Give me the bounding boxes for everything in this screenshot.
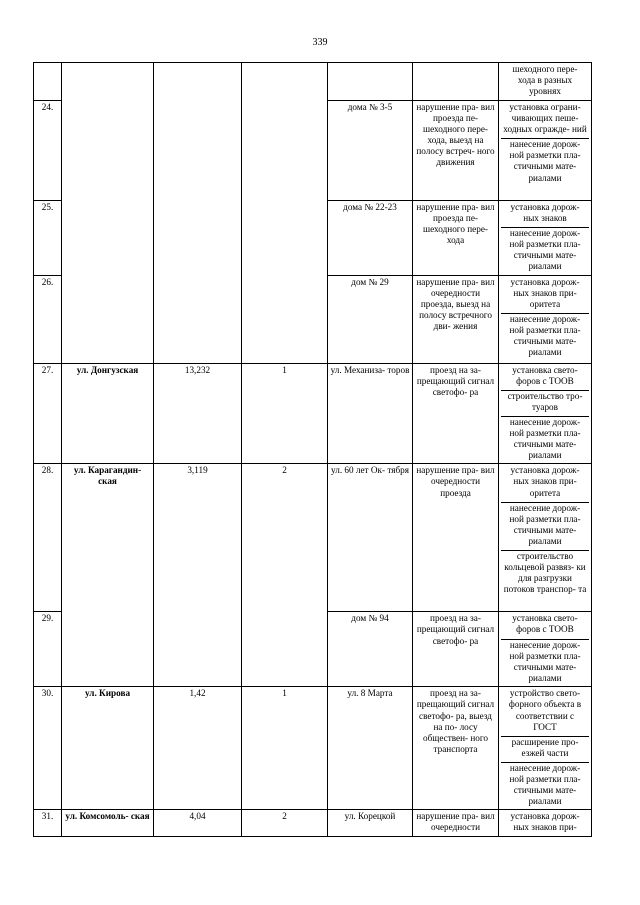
street-cell: ул. Донгузская <box>62 363 154 464</box>
violation-cell: нарушение пра- вил проезда пе- шеходного пере- хода <box>413 201 499 276</box>
measure-item: нанесение дорож- ной разметки пла- стичными мате- риалами <box>509 313 581 358</box>
measure-item: расширение про- езжей части <box>501 737 589 763</box>
location-cell <box>328 63 413 101</box>
street-cell <box>62 63 154 364</box>
location-cell: ул. 8 Марта <box>328 687 413 810</box>
length-cell: 13,232 <box>154 363 242 464</box>
table-row <box>34 63 592 101</box>
measure-item: установка ограни- чивающих пеше- ходных огражде- ний <box>501 102 589 139</box>
length-cell: 3,119 <box>154 464 242 687</box>
measure-item: нанесение дорож- ной разметки пла- стичными мате- риалами <box>501 503 589 551</box>
measure-item: шеходного пере- хода в разных уровнях <box>512 64 578 97</box>
count-cell: 1 <box>242 363 328 464</box>
measure-item: установка свето- форов с ТООВ <box>501 365 589 391</box>
measures-cell <box>499 201 592 276</box>
count-cell: 1 <box>242 687 328 810</box>
location-cell: дома № 22-23 <box>328 201 413 276</box>
measure-item: строительство кольцевой развяз- ки для разгрузки потоков транспор- та <box>503 550 587 595</box>
measures-cell <box>499 687 592 810</box>
violation-cell: нарушение пра- вил очередности <box>413 810 499 837</box>
measure-item: нанесение дорож- ной разметки пла- стичными мате- риалами <box>509 416 581 461</box>
street-cell: ул. Кирова <box>62 687 154 810</box>
row-number: 24. <box>34 101 62 201</box>
location-cell: дом № 94 <box>328 612 413 687</box>
row-number: 25. <box>34 201 62 276</box>
row-number: 30. <box>34 687 62 810</box>
page-number: 339 <box>312 37 328 48</box>
row-number: 31. <box>34 810 62 837</box>
measure-item: нанесение дорож- ной разметки пла- стичными мате- риалами <box>509 139 581 183</box>
measures-cell <box>499 63 592 101</box>
measure-item: установка дорож- ных знаков при- оритета <box>501 465 589 502</box>
measure-item: установка дорож- ных знаков при- <box>510 811 580 833</box>
length-cell: 4,04 <box>154 810 242 837</box>
measures-cell <box>499 612 592 687</box>
row-number <box>34 63 62 101</box>
measures-cell <box>499 810 592 837</box>
violation-cell: нарушение пра- вил очередности проезда <box>413 464 499 612</box>
measure-item: установка свето- форов с ТООВ <box>501 613 589 639</box>
count-cell <box>242 63 328 364</box>
location-cell: дом № 29 <box>328 275 413 363</box>
measures-cell <box>499 101 592 201</box>
measure-item: устройство свето- форного объекта в соответствии с ГОСТ <box>501 688 589 736</box>
location-cell: ул. Корецкой <box>328 810 413 837</box>
table-row <box>34 687 592 810</box>
road-safety-table <box>33 62 592 837</box>
row-number: 29. <box>34 612 62 687</box>
measure-item: нанесение дорож- ной разметки пла- стичными мате- риалами <box>509 762 581 807</box>
row-number: 27. <box>34 363 62 464</box>
measure-item: установка дорож- ных знаков при- оритета <box>501 277 589 314</box>
measures-cell <box>499 464 592 612</box>
measure-item: нанесение дорож- ной разметки пла- стичными мате- риалами <box>509 228 581 272</box>
count-cell: 2 <box>242 464 328 687</box>
measure-item: нанесение дорож- ной разметки пла- стичными мате- риалами <box>509 639 581 683</box>
row-number: 26. <box>34 275 62 363</box>
table-row <box>34 810 592 837</box>
count-cell: 2 <box>242 810 328 837</box>
violation-cell: проезд на за- прещающий сигнал светофо- ра, выезд на по- лосу обществен- ного транспорта <box>413 687 499 810</box>
violation-cell: нарушение пра- вил проезда пе- шеходного пере- хода, выезд на полосу встреч- ного движения <box>413 101 499 201</box>
violation-cell <box>413 63 499 101</box>
violation-cell: проезд на за- прещающий сигнал светофо- ра <box>413 612 499 687</box>
table-row <box>34 363 592 464</box>
location-cell: ул. 60 лет Ок- тября <box>328 464 413 612</box>
measures-cell <box>499 363 592 464</box>
length-cell <box>154 63 242 364</box>
measure-item: строительство тро- туаров <box>501 391 589 417</box>
location-cell: дома № 3-5 <box>328 101 413 201</box>
street-cell: ул. Карагандин- ская <box>62 464 154 687</box>
street-cell: ул. Комсомоль- ская <box>62 810 154 837</box>
measure-item: установка дорож- ных знаков <box>501 202 589 228</box>
table-row <box>34 464 592 612</box>
violation-cell: проезд на за- прещающий сигнал светофо- ра <box>413 363 499 464</box>
row-number: 28. <box>34 464 62 612</box>
location-cell: ул. Механиза- торов <box>328 363 413 464</box>
measures-cell <box>499 275 592 363</box>
violation-cell: нарушение пра- вил очередности проезда, выезд на полосу встречного дви- жения <box>413 275 499 363</box>
length-cell: 1,42 <box>154 687 242 810</box>
